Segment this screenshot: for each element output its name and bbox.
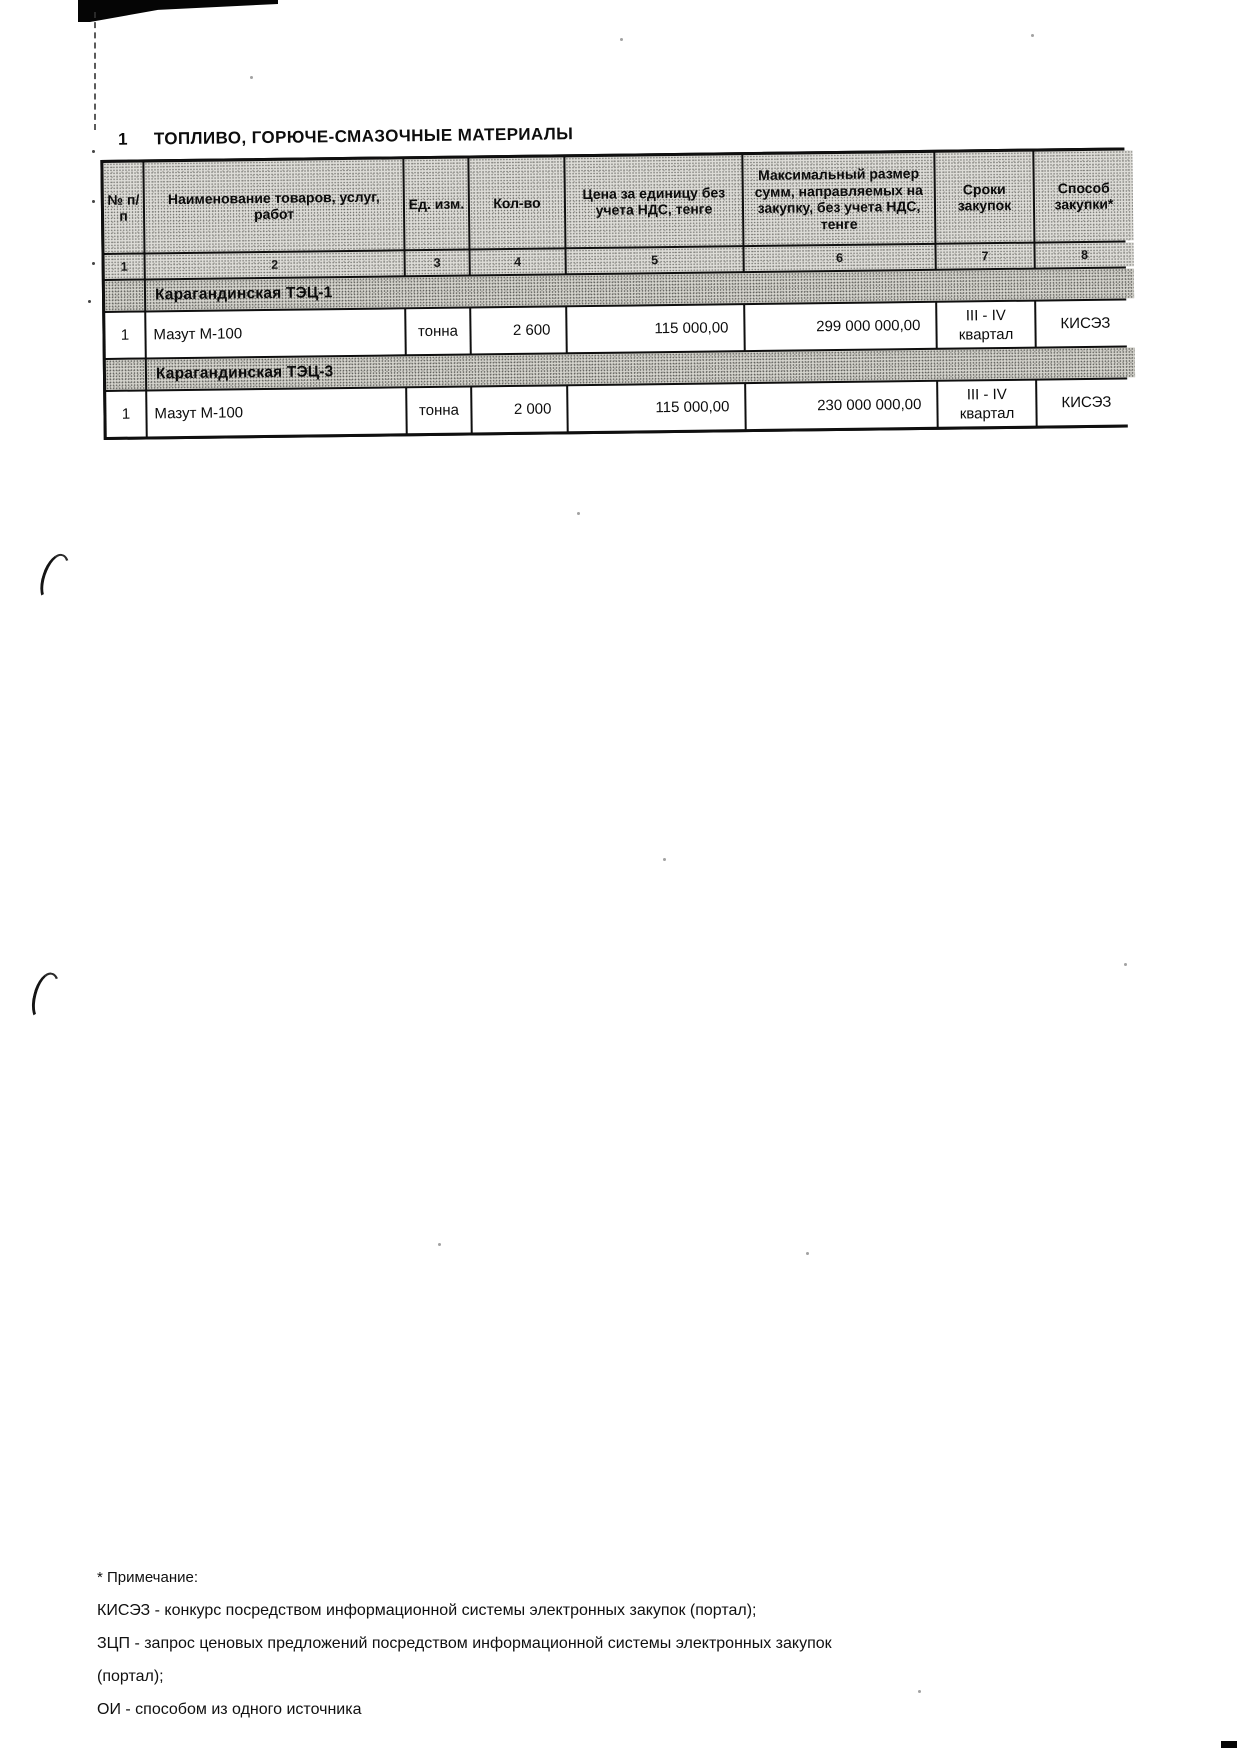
- scan-speck: [88, 300, 91, 303]
- scanned-table-block: [100, 117, 1134, 440]
- row-max-sum: 299 000 000,00: [745, 303, 936, 350]
- scan-speck: [92, 200, 95, 203]
- footnote-oi: ОИ - способом из одного источника: [97, 1701, 362, 1718]
- footnote-kisez: КИСЭЗ - конкурс посредством информационной системы электронных закупок (портал);: [97, 1602, 757, 1619]
- section-row-spacer: [106, 359, 145, 389]
- scan-pen-mark: [35, 550, 75, 607]
- scan-speck: [663, 858, 666, 861]
- row-unit-price: 115 000,00: [567, 305, 744, 352]
- row-no: 1: [105, 312, 145, 357]
- footnote-zcp: ЗЦП - запрос ценовых предложений посредством информационной системы электронных закупок: [97, 1635, 832, 1652]
- col-number: 1: [105, 254, 144, 278]
- scan-speck: [620, 38, 623, 41]
- col-number: 3: [406, 251, 469, 276]
- row-terms: III - IV квартал: [937, 302, 1035, 348]
- col-number: 6: [744, 245, 934, 271]
- col-number: 2: [146, 251, 404, 278]
- col-header-terms: Сроки закупок: [935, 152, 1033, 243]
- row-no: 1: [106, 391, 146, 436]
- scan-edge-mark: [1221, 1741, 1237, 1748]
- section-row-spacer: [105, 280, 144, 310]
- scan-speck: [92, 150, 95, 153]
- scan-pen-mark: [27, 970, 65, 1026]
- col-header-max-sum: Максимальный размер сумм, направляемых на закупку, без учета НДС, тенге: [743, 153, 934, 245]
- col-header-name: Наименование товаров, услуг, работ: [144, 159, 403, 252]
- row-method: КИСЭЗ: [1036, 300, 1135, 346]
- footnote: [97, 1566, 1057, 1731]
- col-number: 4: [470, 249, 564, 274]
- row-max-sum: 230 000 000,00: [746, 382, 937, 429]
- scan-fold-line: [94, 12, 96, 130]
- procurement-table: [100, 147, 1127, 439]
- scan-speck: [250, 76, 253, 79]
- scan-speck: [92, 262, 95, 265]
- row-name: Мазут М-100: [146, 309, 405, 357]
- row-qty: 2 000: [472, 386, 567, 432]
- scan-speck: [1031, 34, 1034, 37]
- col-header-unit-price: Цена за единицу без учета НДС, тенге: [565, 155, 742, 247]
- row-name: Мазут М-100: [147, 388, 406, 436]
- section-title: [118, 117, 1130, 149]
- footnote-note-label: * Примечание:: [97, 1569, 198, 1586]
- row-terms: III - IV квартал: [938, 381, 1036, 427]
- col-header-qty: Кол-во: [469, 157, 564, 248]
- footnote-zcp-cont: (портал);: [97, 1668, 164, 1685]
- row-unit-price: 115 000,00: [568, 384, 745, 431]
- section-number: 1: [117, 129, 129, 149]
- col-number: 5: [566, 247, 742, 273]
- scan-speck: [577, 512, 580, 515]
- col-header-method: Способ закупки*: [1034, 150, 1133, 241]
- scan-corner-artifact: [78, 0, 278, 22]
- scan-speck: [438, 1243, 441, 1246]
- scan-speck: [806, 1252, 809, 1255]
- page-title: ТОПЛИВО, ГОРЮЧЕ-СМАЗОЧНЫЕ МАТЕРИАЛЫ: [153, 124, 574, 149]
- row-unit: тонна: [407, 387, 471, 433]
- col-number: 7: [936, 244, 1033, 269]
- row-method: КИСЭЗ: [1037, 379, 1136, 425]
- row-unit: тонна: [406, 309, 470, 355]
- col-header-no: № п/п: [103, 162, 143, 252]
- row-qty: 2 600: [471, 307, 566, 353]
- section-row-tec1: Карагандинская ТЭЦ-1: [146, 268, 1134, 310]
- section-row-tec3: Карагандинская ТЭЦ-3: [147, 347, 1135, 389]
- scan-speck: [1124, 963, 1127, 966]
- col-header-unit: Ед. изм.: [404, 159, 468, 250]
- col-number: 8: [1035, 242, 1133, 267]
